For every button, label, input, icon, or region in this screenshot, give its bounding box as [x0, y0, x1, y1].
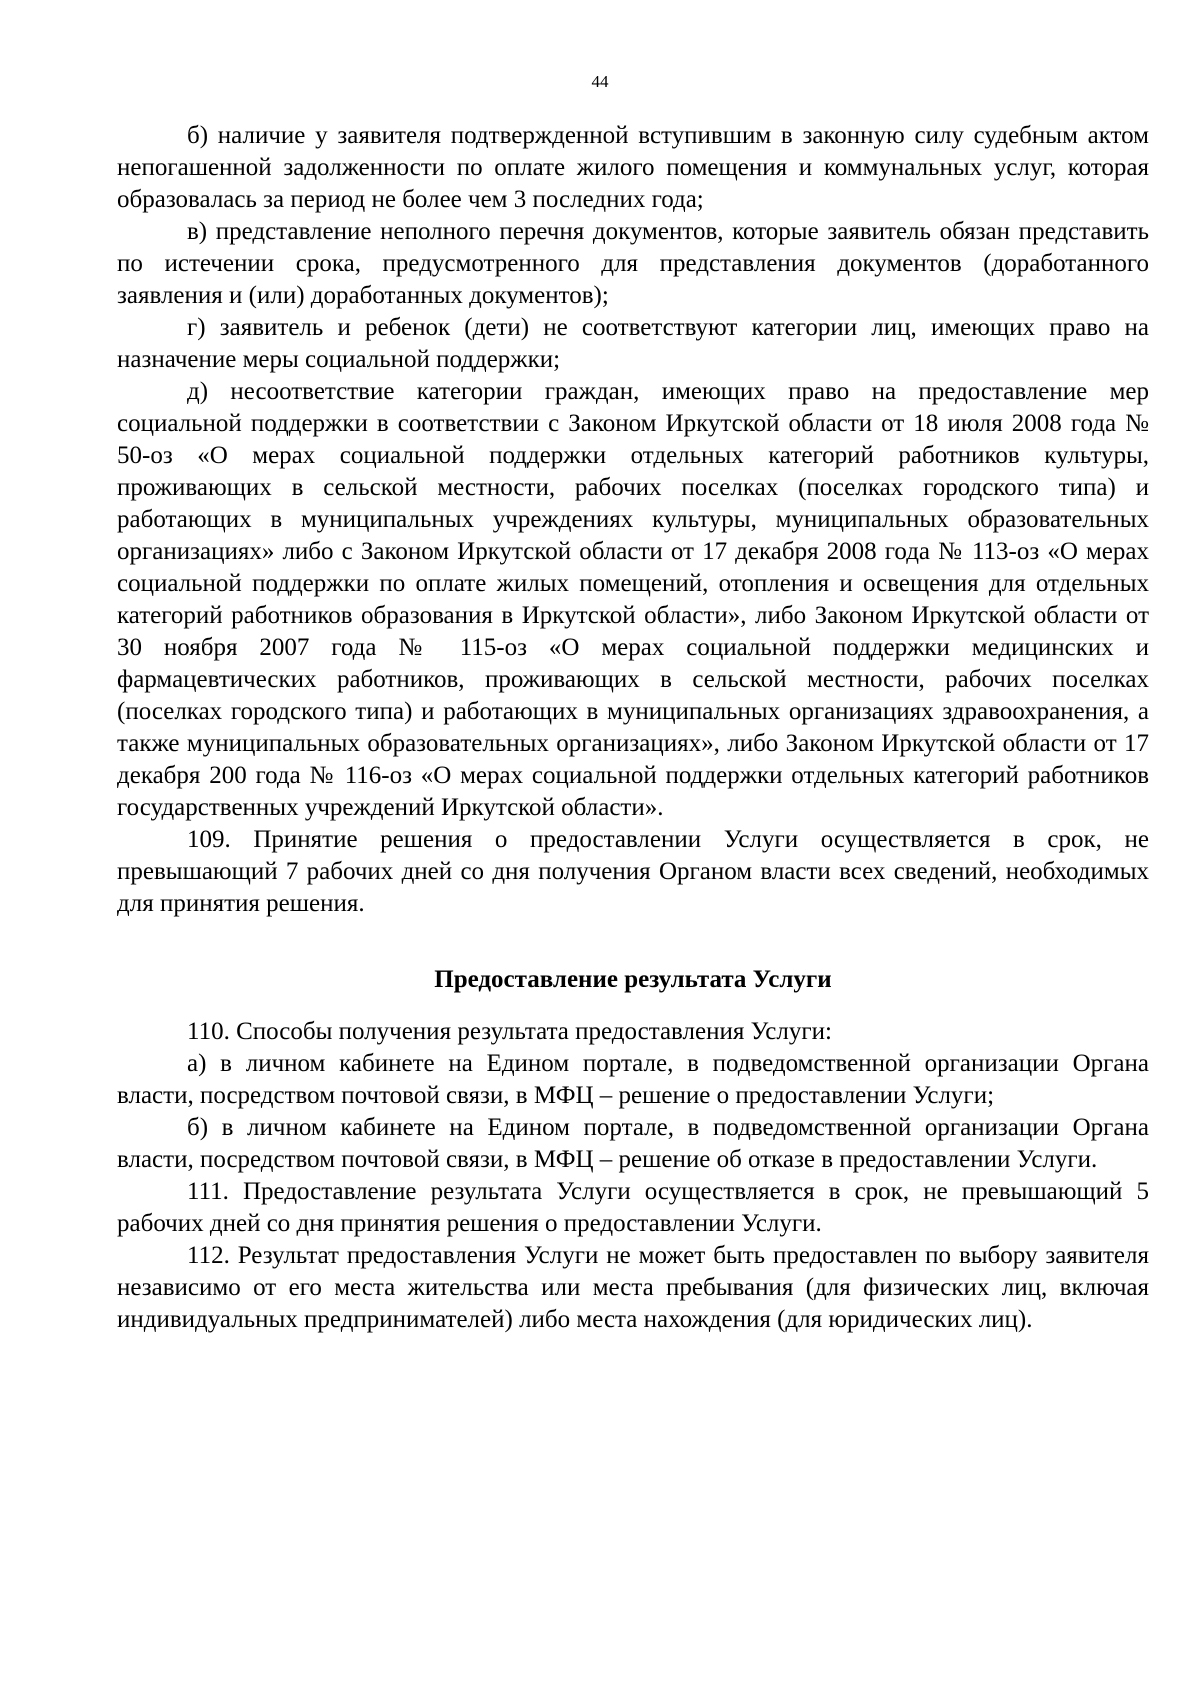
paragraph-111-result-term: 111. Предоставление результата Услуги осуществляется в срок, не превышающий 5 рабочих дней со дня принятия решения о предоставлении Услуги.	[117, 1178, 1149, 1237]
paragraph-b-debt: б) наличие у заявителя подтвержденной вступившим в законную силу судебным актом непогашенной задолженности по оплате жилого помещения и коммунальных услуг, которая образовалась за период не более чем 3 последних года;	[117, 122, 1149, 213]
page-number: 44	[591, 72, 609, 91]
paragraph-109-decision-term: 109. Принятие решения о предоставлении Услуги осуществляется в срок, не превышающий 7 рабочих дней со дня получения Органом власти всех сведений, необходимых для принятия решения.	[117, 826, 1149, 917]
document-body	[117, 120, 1149, 1336]
paragraph-a-provision-decision: а) в личном кабинете на Едином портале, в подведомственной организации Органа власти, посредством почтовой связи, в МФЦ – решение о предоставлении Услуги;	[117, 1050, 1149, 1109]
section-title: Предоставление результата Услуги	[434, 966, 832, 993]
paragraph-110-methods: 110. Способы получения результата предоставления Услуги:	[187, 1018, 832, 1045]
paragraph-b-refusal-decision: б) в личном кабинете на Едином портале, в подведомственной организации Органа власти, посредством почтовой связи, в МФЦ – решение об отказе в предоставлении Услуги.	[117, 1114, 1149, 1173]
paragraph-v-incomplete-documents: в) представление неполного перечня документов, которые заявитель обязан представить по истечении срока, предусмотренного для представления документов (доработанного заявления и (или) доработанных документов);	[117, 218, 1149, 309]
paragraph-g-category-mismatch: г) заявитель и ребенок (дети) не соответствуют категории лиц, имеющих право на назначение меры социальной поддержки;	[117, 314, 1149, 373]
paragraph-112-extraterritorial: 112. Результат предоставления Услуги не может быть предоставлен по выбору заявителя независимо от его места жительства или места пребывания (для физических лиц, включая индивидуальных предпринимателей) либо места нахождения (для юридических лиц).	[117, 1242, 1149, 1333]
paragraph-d-laws: д) несоответствие категории граждан, имеющих право на предоставление мер социальной поддержки в соответствии с Законом Иркутской области от 18 июля 2008 года № 50-оз «О мерах социальной поддержки отдельных категорий работников культуры, проживающих в сельской местности, рабочих поселках (поселках городского типа) и работающих в муниципальных учреждениях культуры, муниципальных образовательных организациях» либо с Законом Иркутской области от 17 декабря 2008 года № 113-оз «О мерах социальной поддержки по оплате жилых помещений, отопления и освещения для отдельных категорий работников образования в Иркутской области», либо Законом Иркутской области от 30 ноября 2007 года № 115-оз «О мерах социальной поддержки медицинских и фармацевтических работников, проживающих в сельской местности, рабочих поселках (поселках городского типа) и работающих в муниципальных организациях здравоохранения, а также муниципальных образовательных организациях», либо Законом Иркутской области от 17 декабря 200 года № 116-оз «О мерах социальной поддержки отдельных категорий работников государственных учреждений Иркутской области».	[117, 378, 1149, 821]
